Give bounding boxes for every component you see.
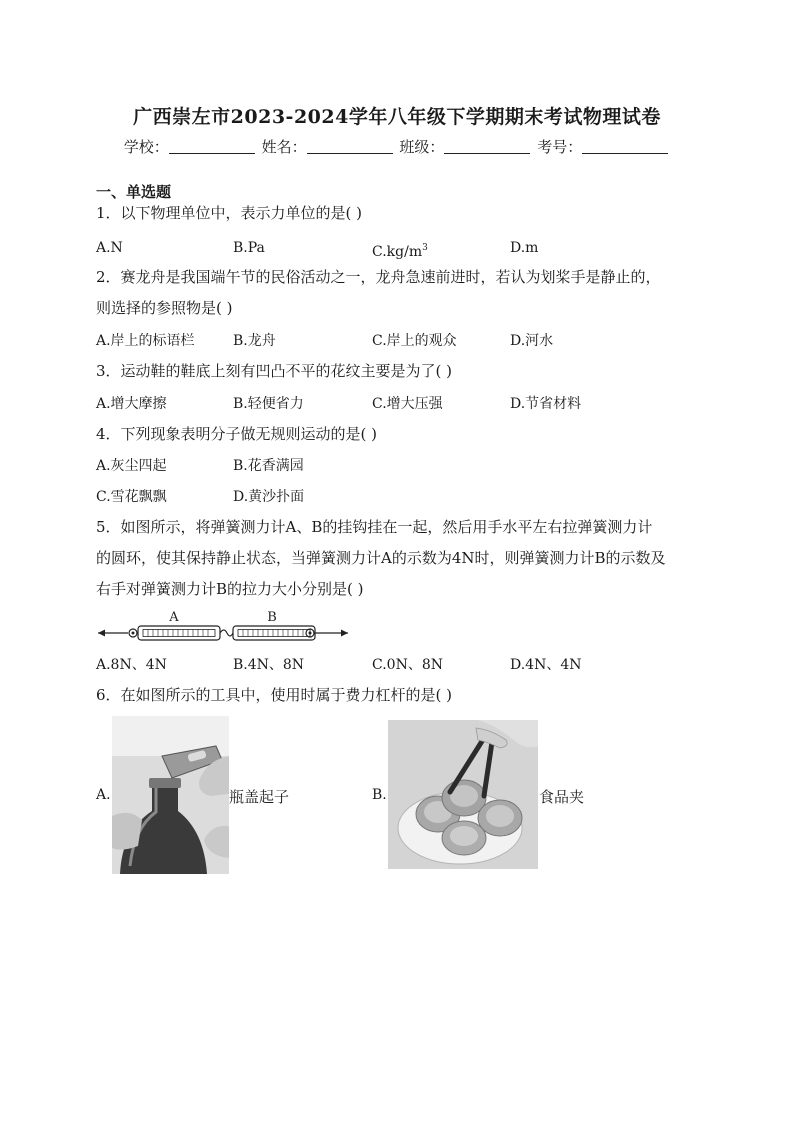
q6-option-a-caption: 瓶盖起子 (229, 788, 290, 806)
question-4-stem: 4．下列现象表明分子做无规则运动的是( ) (96, 425, 378, 443)
q5-option-c[interactable]: C.0N、8N (372, 657, 443, 673)
q1-option-c[interactable] (372, 238, 428, 262)
question-5-stem-line-3: 右手对弹簧测力计B的拉力大小分别是( ) (96, 580, 364, 598)
q3-option-c[interactable]: C.增大压强 (372, 396, 443, 412)
question-3-stem: 3．运动鞋的鞋底上刻有凹凸不平的花纹主要是为了( ) (96, 362, 453, 380)
question-2-stem-line-1: 2．赛龙舟是我国端午节的民俗活动之一，龙舟急速前进时，若认为划桨手是静止的， (96, 268, 661, 286)
class-blank[interactable] (444, 139, 530, 154)
q4-option-b[interactable]: B.花香满园 (233, 458, 304, 474)
question-5-stem-line-1: 5．如图所示，将弹簧测力计A、B的挂钩挂在一起，然后用手水平左右拉弹簧测力计 (96, 518, 653, 536)
q5-option-d[interactable]: D.4N、4N (510, 657, 582, 673)
question-2-stem-line-2: 则选择的参照物是( ) (96, 299, 233, 317)
hooks (220, 630, 233, 636)
q5-option-b[interactable]: B.4N、8N (233, 657, 305, 673)
q2-option-a[interactable]: A.岸上的标语栏 (96, 333, 195, 349)
food-tongs-photo[interactable] (388, 720, 538, 869)
q6-option-a-letter[interactable]: A. (96, 787, 111, 803)
question-6-stem: 6．在如图所示的工具中，使用时属于费力杠杆的是( ) (96, 686, 453, 704)
food-tongs-image (388, 720, 538, 869)
name-label: 姓名： (261, 138, 307, 156)
q1-option-c-superscript: 3 (422, 243, 428, 253)
q2-option-c[interactable]: C.岸上的观众 (372, 333, 457, 349)
question-5-stem-line-2: 的圆环，使其保持静止状态，当弹簧测力计A的示数为4N时，则弹簧测力计B的示数及 (96, 549, 666, 567)
scale-a-label: A (169, 610, 179, 625)
q5-option-a[interactable]: A.8N、4N (96, 657, 167, 673)
number-blank[interactable] (582, 139, 668, 154)
page-title: 广西崇左市2023-2024学年八年级下学期期末考试物理试卷 (133, 106, 661, 128)
q4-option-a[interactable]: A.灰尘四起 (96, 458, 167, 474)
bottle-opener-image (112, 716, 229, 874)
q2-option-b[interactable]: B.龙舟 (233, 333, 276, 349)
school-blank[interactable] (169, 139, 255, 154)
q2-option-d[interactable]: D.河水 (510, 333, 554, 349)
student-info-line (0, 136, 794, 157)
spring-scales-figure (96, 608, 356, 648)
q3-option-d[interactable]: D.节省材料 (510, 396, 582, 412)
class-label: 班级： (399, 138, 445, 156)
q1-option-c-text: C.kg/m (372, 244, 423, 260)
q4-option-c[interactable]: C.雪花飘飘 (96, 489, 167, 505)
scale-b-label: B (267, 610, 277, 625)
bottle-opener-photo[interactable] (112, 716, 229, 874)
q3-option-b[interactable]: B.轻便省力 (233, 396, 304, 412)
name-blank[interactable] (307, 139, 393, 154)
q1-option-a[interactable]: A.N (96, 240, 123, 256)
q4-option-d[interactable]: D.黄沙扑面 (233, 489, 305, 505)
question-1-stem: 1．以下物理单位中，表示力单位的是( ) (96, 204, 363, 222)
left-arrow (98, 630, 128, 637)
school-label: 学校： (123, 138, 169, 156)
q6-option-b-letter[interactable]: B. (372, 787, 387, 803)
number-label: 考号： (537, 138, 583, 156)
q1-option-b[interactable]: B.Pa (233, 240, 265, 256)
right-arrow (315, 630, 348, 637)
q6-option-b-caption: 食品夹 (539, 788, 585, 806)
q3-option-a[interactable]: A.增大摩擦 (96, 396, 167, 412)
q1-option-d[interactable]: D.m (510, 240, 539, 256)
section-heading: 一、单选题 (96, 183, 172, 201)
